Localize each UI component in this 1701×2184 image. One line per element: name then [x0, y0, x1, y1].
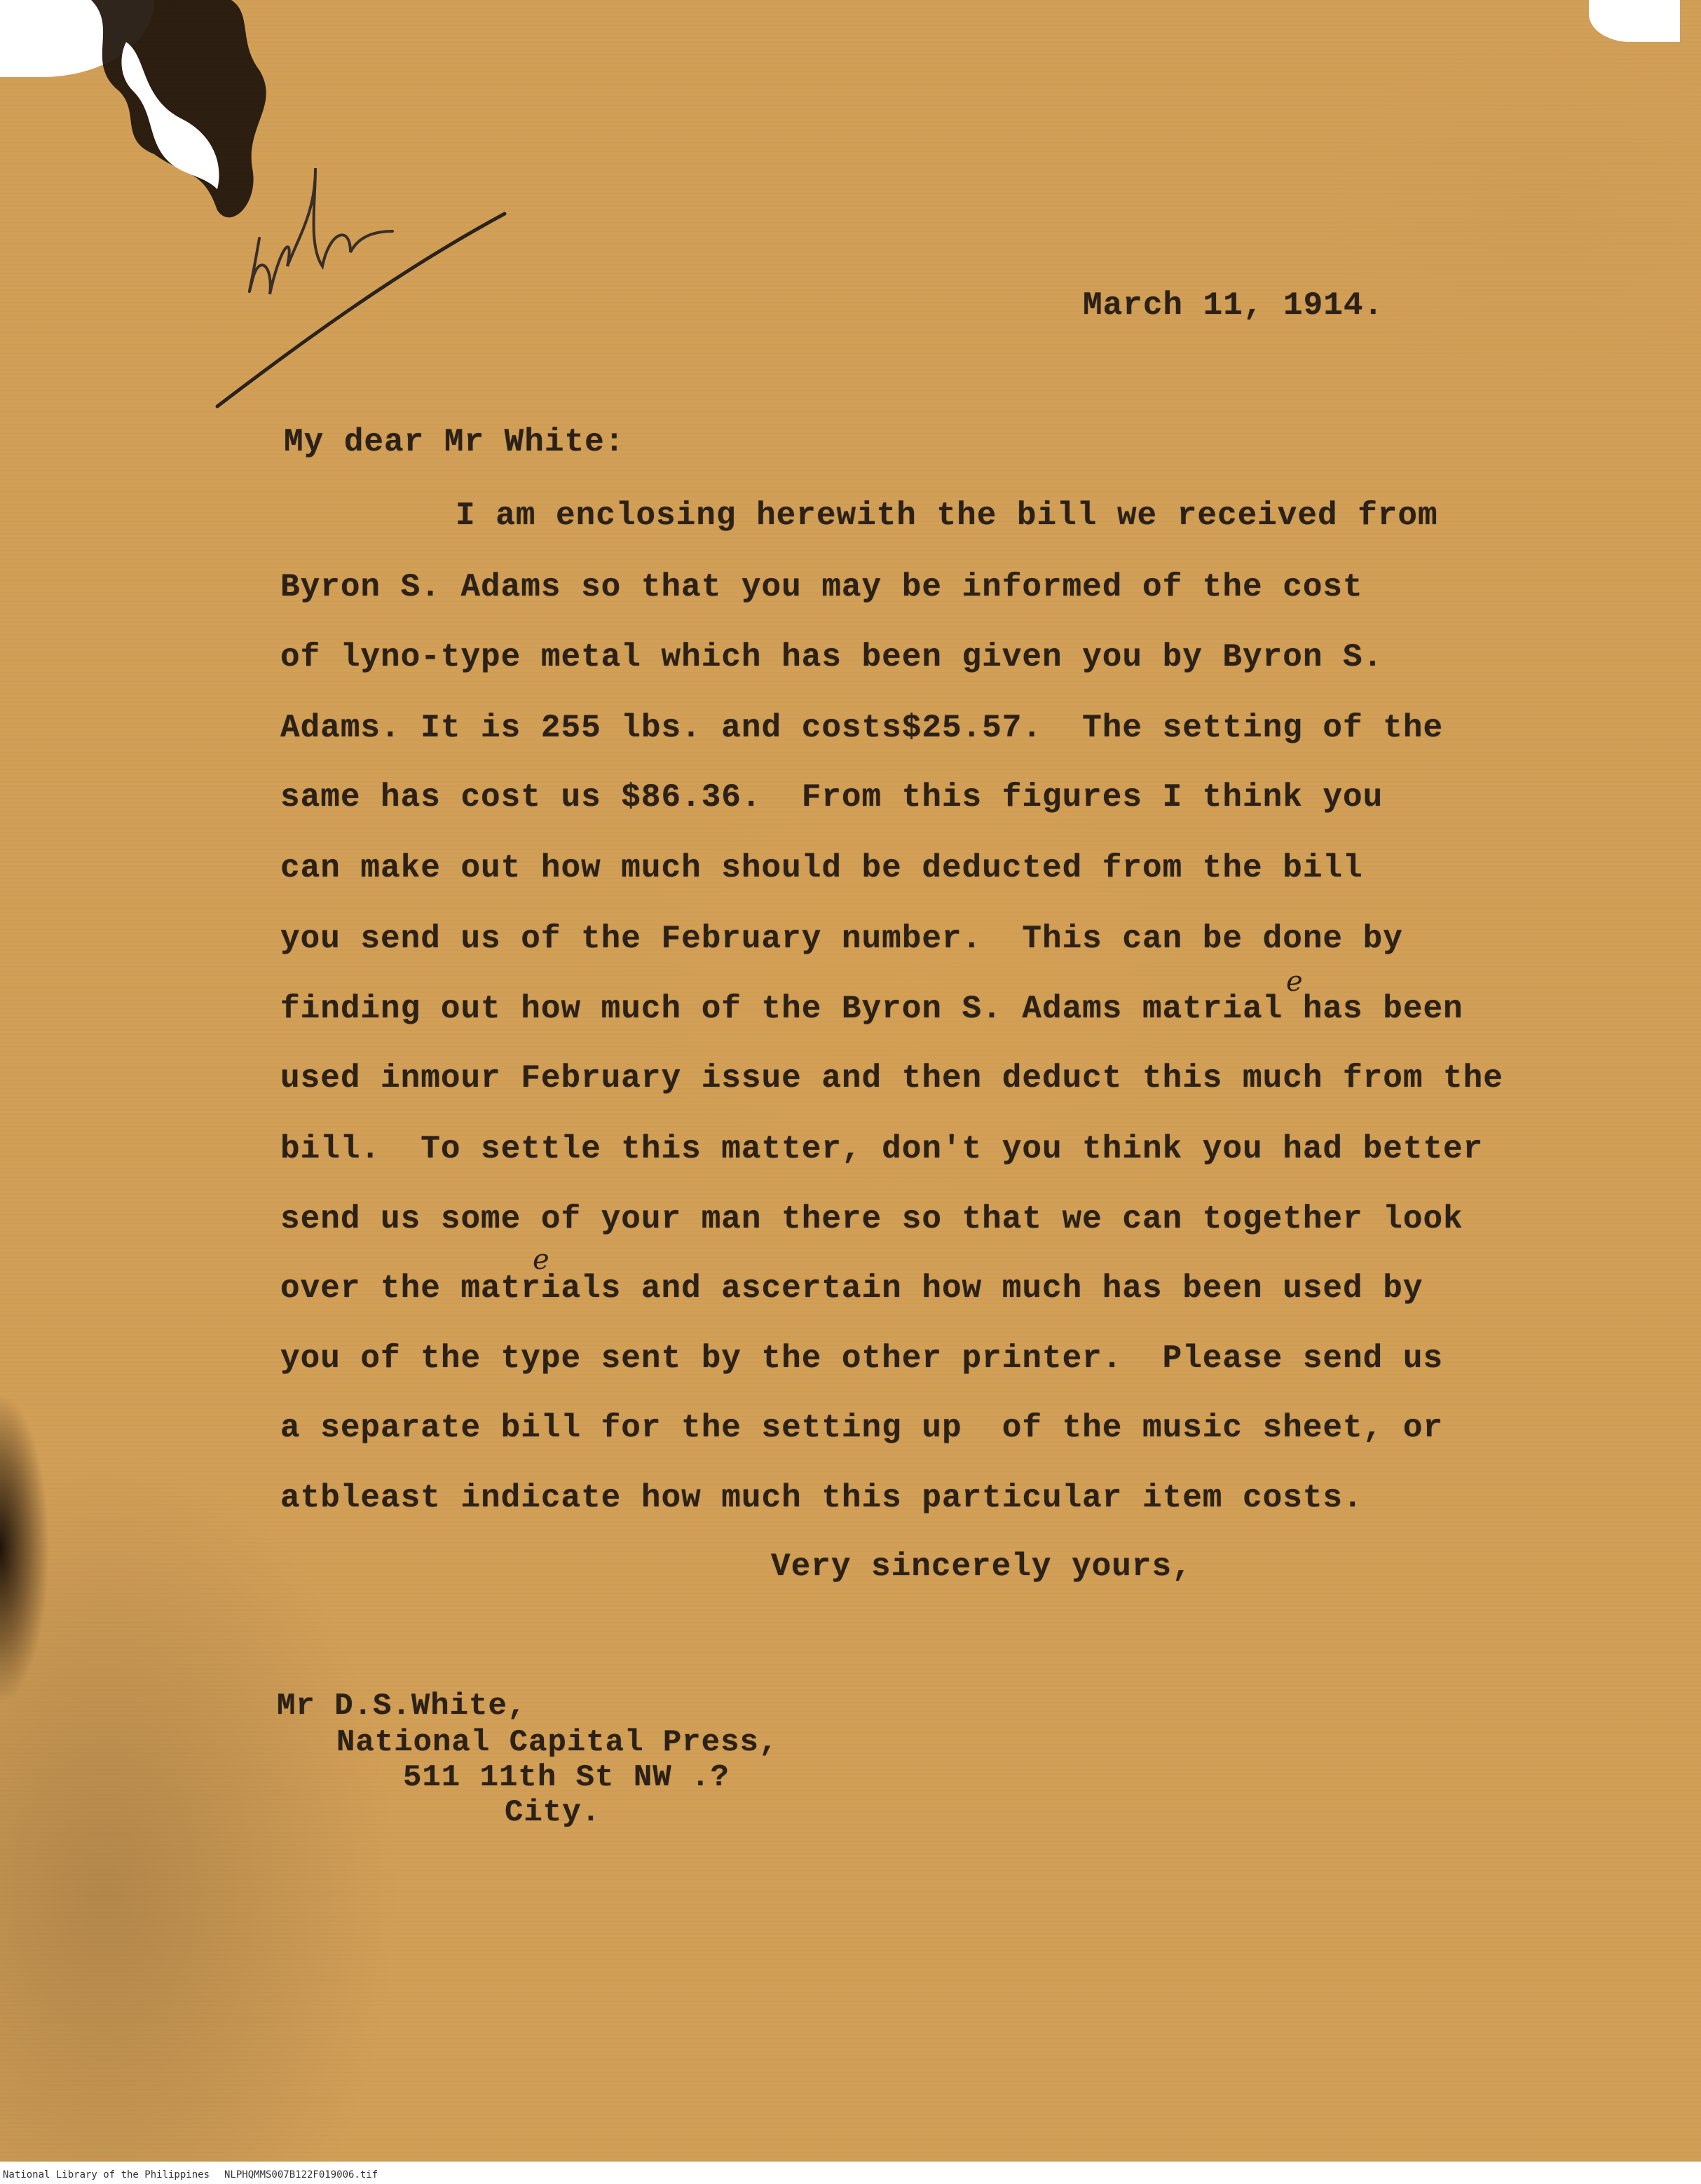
scan-footer	[0, 2164, 1701, 2184]
body-line: finding out how much of the Byron S. Adams matrial has been	[280, 991, 1463, 1027]
body-line: a separate bill for the setting up of the music sheet, or	[280, 1410, 1444, 1446]
body-line: can make out how much should be deducted from the bill	[280, 850, 1363, 886]
body-line: send us some of your man there so that we can together look	[280, 1201, 1463, 1237]
handwritten-initials	[210, 126, 519, 420]
footer-institution: National Library of the Philippines	[3, 2169, 210, 2180]
body-line: Byron S. Adams so that you may be informed of the cost	[280, 569, 1363, 605]
salutation: My dear Mr White:	[284, 424, 625, 460]
body-line: over the matrials and ascertain how much has been used by	[280, 1270, 1423, 1307]
closing: Very sincerely yours,	[771, 1548, 1192, 1585]
body-line: bill. To settle this matter, don't you think you had better	[280, 1131, 1484, 1167]
body-line: I am enclosing herewith the bill we received from	[456, 497, 1438, 534]
address-city: City.	[505, 1795, 601, 1830]
footer-file-id: NLPHQMMS007B122F019006.tif	[224, 2169, 378, 2180]
handwritten-insertion: e	[1286, 966, 1303, 998]
body-line: atbleast indicate how much this particular item costs.	[280, 1480, 1363, 1516]
body-line: used inmour February issue and then deduct this much from the	[280, 1060, 1503, 1097]
body-line: of lyno-type metal which has been given you by Byron S.	[280, 639, 1384, 675]
body-line: you of the type sent by the other printer. Please send us	[280, 1340, 1444, 1377]
letter-date: March 11, 1914.	[1083, 287, 1384, 324]
address-name: Mr D.S.White,	[277, 1689, 527, 1724]
handwritten-insertion: e	[533, 1244, 549, 1276]
torn-corner-top-right	[1589, 0, 1680, 42]
address-street: 511 11th St NW .?	[403, 1760, 730, 1795]
body-line: same has cost us $86.36. From this figures I think you	[280, 779, 1384, 816]
burn-mark-left	[0, 1394, 98, 1703]
body-line: Adams. It is 255 lbs. and costs$25.57. The setting of the	[280, 710, 1444, 746]
address-company: National Capital Press,	[336, 1725, 779, 1760]
body-line: you send us of the February number. This can be done by	[280, 921, 1403, 957]
